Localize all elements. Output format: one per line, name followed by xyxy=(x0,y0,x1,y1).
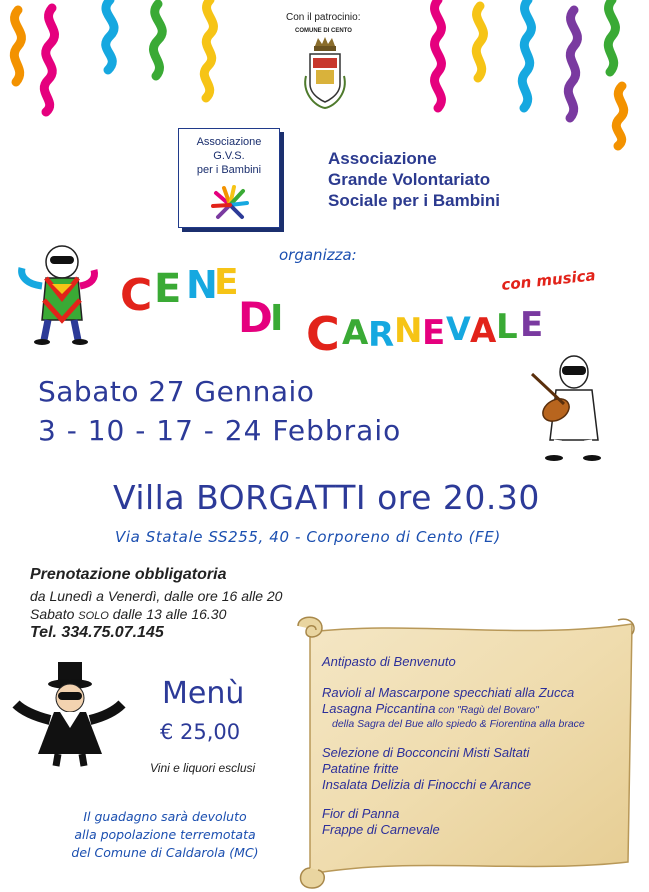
menu-note: Vini e liquori esclusi xyxy=(150,761,256,775)
title-letter: R xyxy=(368,315,395,355)
title-letter: N xyxy=(394,311,423,351)
date-line-february: 3 - 10 - 17 - 24 Febbraio xyxy=(38,414,402,447)
hands-logo-icon xyxy=(210,185,250,221)
title-letter: N xyxy=(186,263,218,307)
title-letter: A xyxy=(342,313,369,353)
menu-item-antipasto: Antipasto di Benvenuto xyxy=(322,654,456,669)
association-name-line: Sociale per i Bambini xyxy=(328,191,500,210)
title-letter: I xyxy=(270,298,284,339)
masked-character-icon xyxy=(10,654,128,772)
association-logo-line: G.V.S. xyxy=(213,150,245,162)
menu-item-lasagna xyxy=(322,701,539,716)
association-logo-text xyxy=(179,135,279,177)
menu-item-insalata: Insalata Delizia di Finocchi e Arance xyxy=(322,777,532,792)
venue-time: Villa BORGATTI ore 20.30 xyxy=(113,478,540,517)
donation-line: Il guadagno sarà devoluto xyxy=(83,809,247,824)
donation-line: del Comune di Caldarola (MC) xyxy=(71,845,259,860)
booking-saturday-suffix: dalle 13 alle 16.30 xyxy=(108,606,227,622)
booking-saturday-prefix: Sabato xyxy=(30,606,79,622)
title-letter: D xyxy=(238,293,273,342)
booking-saturday xyxy=(30,606,226,622)
association-name-line: Associazione xyxy=(328,149,437,168)
title-letter: L xyxy=(496,307,518,347)
title-letter: E xyxy=(520,305,544,345)
date-line-january: Sabato 27 Gennaio xyxy=(38,375,315,408)
menu-item-sagra: della Sagra del Bue allo spiedo & Fiorentina alla brace xyxy=(332,718,585,730)
menu-item-lasagna-name: Lasagna Piccantina xyxy=(322,701,436,716)
comune-crest-icon xyxy=(300,36,350,112)
harlequin-character-icon xyxy=(16,240,98,346)
menu-price: € 25,00 xyxy=(160,720,241,744)
menu-item-fior-di-panna: Fior di Panna xyxy=(322,806,400,821)
menu-item-frappe: Frappe di Carnevale xyxy=(322,822,440,837)
title-letter: C xyxy=(306,307,340,361)
association-name-line: Grande Volontariato xyxy=(328,170,491,189)
association-full-name xyxy=(328,148,500,211)
tagline-con-musica: con musica xyxy=(500,266,597,294)
booking-phone: Tel. 334.75.07.145 xyxy=(30,624,164,641)
title-letter: C xyxy=(120,270,153,321)
menu-item-patatine: Patatine fritte xyxy=(322,761,399,776)
menu-title: Menù xyxy=(162,676,245,711)
booking-saturday-solo: SOLO xyxy=(78,610,109,622)
booking-title: Prenotazione obbligatoria xyxy=(30,566,227,583)
donation-line: alla popolazione terremotata xyxy=(74,827,256,842)
donation-note xyxy=(40,808,290,862)
patrocinio-label: Con il patrocinio: xyxy=(286,12,361,23)
menu-item-lasagna-with: con "Ragù del Bovaro" xyxy=(435,705,539,716)
menu-item-bocconcini: Selezione di Bocconcini Misti Saltati xyxy=(322,745,530,760)
association-logo-box xyxy=(178,128,280,228)
association-logo-line: Associazione xyxy=(196,136,262,148)
pulcinella-character-icon xyxy=(528,348,608,462)
menu-item-ravioli: Ravioli al Mascarpone specchiati alla Zucca xyxy=(322,685,575,700)
organizza-label: organizza: xyxy=(279,246,357,264)
title-letter: E xyxy=(422,313,446,353)
comune-label: COMUNE DI CENTO xyxy=(295,28,352,34)
title-letter: E xyxy=(214,262,239,303)
event-title xyxy=(110,252,597,372)
venue-address: Via Statale SS255, 40 - Corporeno di Cento (FE) xyxy=(115,528,501,546)
title-letter: V xyxy=(446,310,471,348)
title-letter: A xyxy=(470,311,497,351)
association-logo-line: per i Bambini xyxy=(196,164,262,176)
title-letter: E xyxy=(154,266,182,312)
booking-weekdays: da Lunedì a Venerdì, dalle ore 16 alle 20 xyxy=(30,588,283,604)
